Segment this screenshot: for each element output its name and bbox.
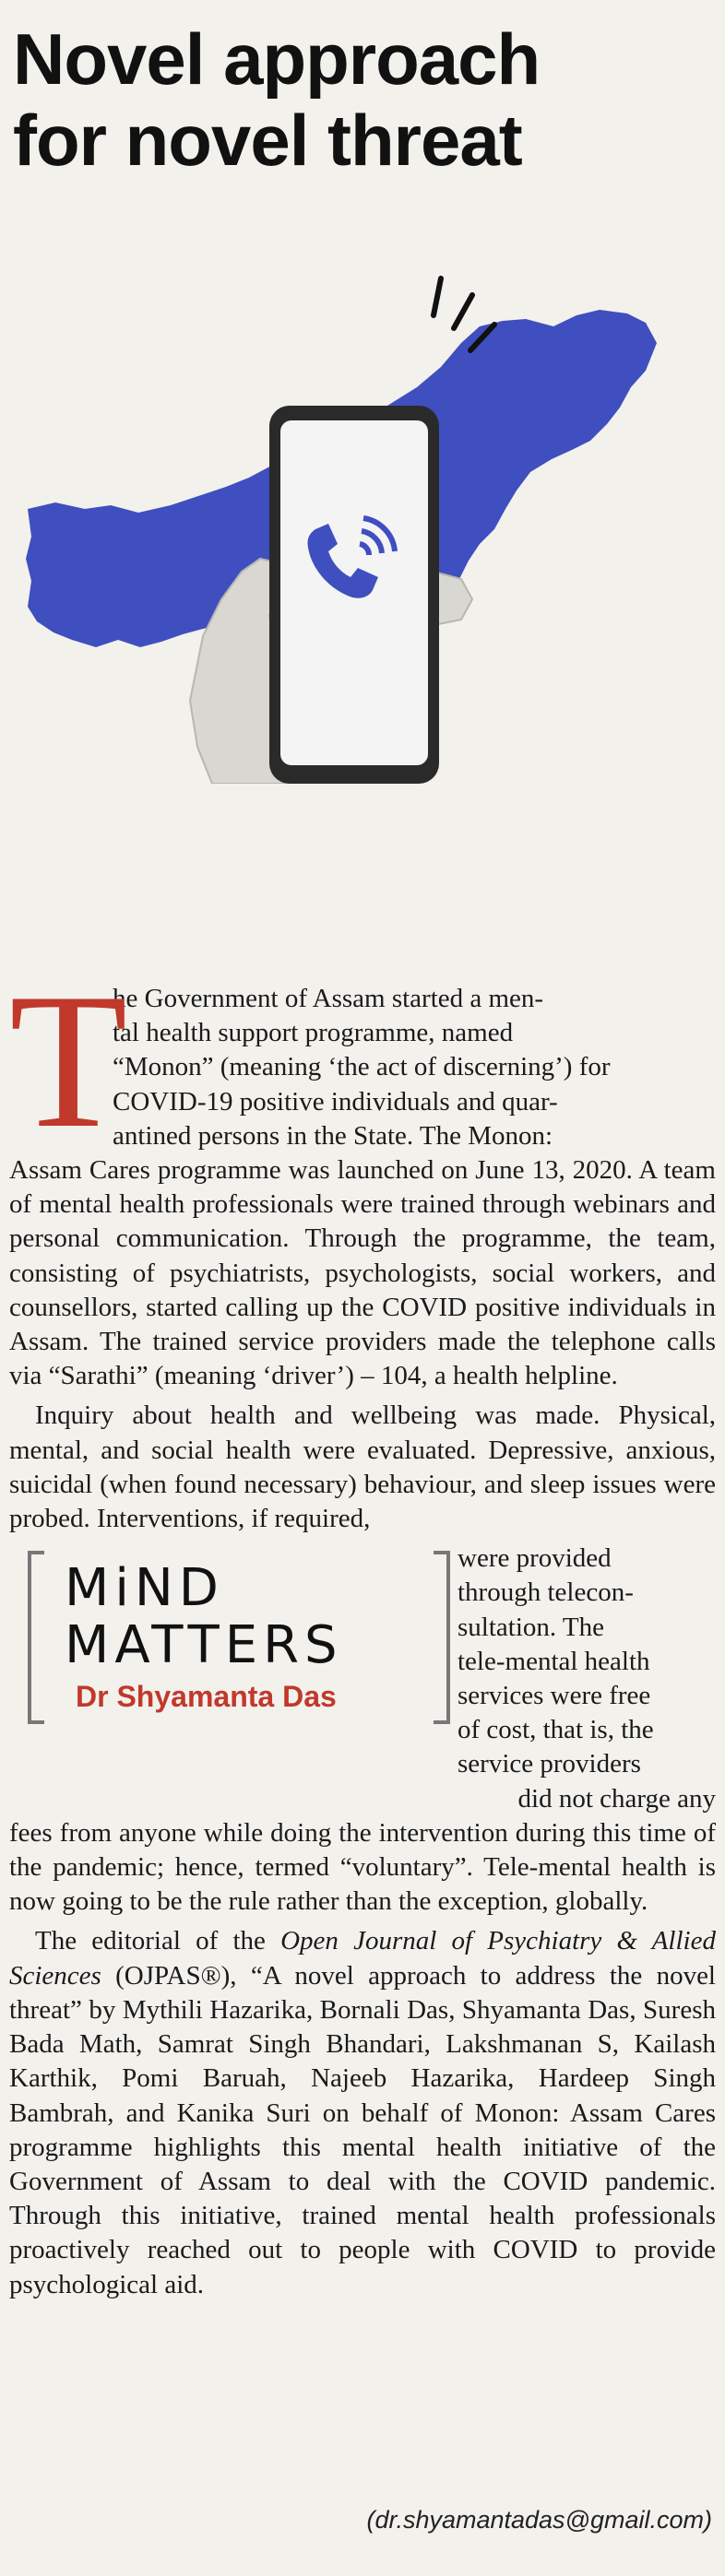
drop-cap: T: [9, 954, 128, 1168]
p2-side-line: of cost, that is, the: [458, 1715, 654, 1745]
paragraph-2-rest: fees from anyone while doing the intervention during this time of the pandemic; hence, termed “voluntary”. Tele-mental health is now going to be the rule rather than the exception, globally.: [9, 1817, 716, 1917]
p2-side-line: tele-mental health: [458, 1646, 650, 1676]
p2-side-line: sultation. The: [458, 1612, 604, 1642]
p1-line-1: he Government of Assam started a men-: [113, 984, 544, 1013]
column-wrap-block: [9, 1542, 716, 1816]
p2-side-line: did not charge any: [517, 1783, 716, 1814]
p3-start: The editorial of the: [35, 1926, 281, 1956]
headline: [13, 18, 695, 181]
p1-line-2: tal health support programme, named: [113, 1018, 514, 1048]
paragraph-2-lead: Inquiry about health and wellbeing was made. Physical, mental, and social health were evaluated. Depressive, anxious, suicidal (when found necessary) behaviour, and sleep issues were probed. Interventions, if required,: [9, 1400, 716, 1534]
p2-side-line: service providers: [458, 1749, 641, 1779]
paragraph-3: [9, 1924, 716, 2301]
headline-line-2: for novel threat: [13, 100, 522, 181]
p1-line-4: COVID-19 positive individuals and quar-: [113, 1086, 558, 1117]
journal-name: Open Journal of Psychiatry & Allied Sciences: [9, 1926, 716, 1991]
right-bracket: [434, 1551, 450, 1724]
p2-side-line: services were free: [458, 1681, 651, 1711]
p2-side-line: through telecon-: [458, 1578, 634, 1608]
p2-side-line: were provided: [458, 1543, 612, 1574]
column-title-line-1: MiND: [65, 1558, 224, 1619]
paragraph-2-side: [458, 1542, 716, 1816]
p1-line-3: “Monon” (meaning ‘the act of discerning’) for: [113, 1052, 611, 1082]
column-title: [65, 1560, 424, 1674]
p1-line-5: antined persons in the State. The Monon:: [113, 1120, 553, 1151]
p3-rest: (OJPAS®), “A novel approach to address the novel threat” by Mythili Hazarika, Bornali Das, Shyamanta Das, Suresh Bada Math, Samrat Singh Bhandari, Lakshmanan S, Kailash Karthik, Pomi Baruah, Najeeb Hazarika, Hardeep Singh Bambrah, and Kanika Suri on behalf of Monon: Assam Cares programme highlights this mental health initiative of the Government of Assam to deal with the COVID pandemic. Through this initiative, trained mental health professionals proactively reached out to people with COVID to provide psychological aid.: [9, 1960, 716, 2299]
p1-rest: Assam Cares programme was launched on June 13, 2020. A team of mental health professionals were trained through webinars and personal communication. Through the programme, the team, consisting of psychiatrists, psychologists, social workers, and counsellors, started calling up the COVID positive individuals in Assam. The trained service providers made the telephone calls via “Sarathi” (meaning ‘driver’) – 104, a health helpline.: [9, 1155, 716, 1391]
column-author: Dr Shyamanta Das: [76, 1680, 337, 1714]
paragraph-1: [9, 954, 716, 1393]
author-email: (dr.shyamantadas@gmail.com): [366, 2506, 712, 2534]
hero-illustration: [0, 267, 725, 784]
finger-shape: [434, 572, 472, 625]
column-title-line-2: MATTERS: [65, 1615, 343, 1676]
article-body: [9, 954, 716, 2308]
left-bracket: [28, 1551, 44, 1724]
headline-line-1: Novel approach: [13, 18, 541, 100]
column-logo: [28, 1542, 450, 1740]
